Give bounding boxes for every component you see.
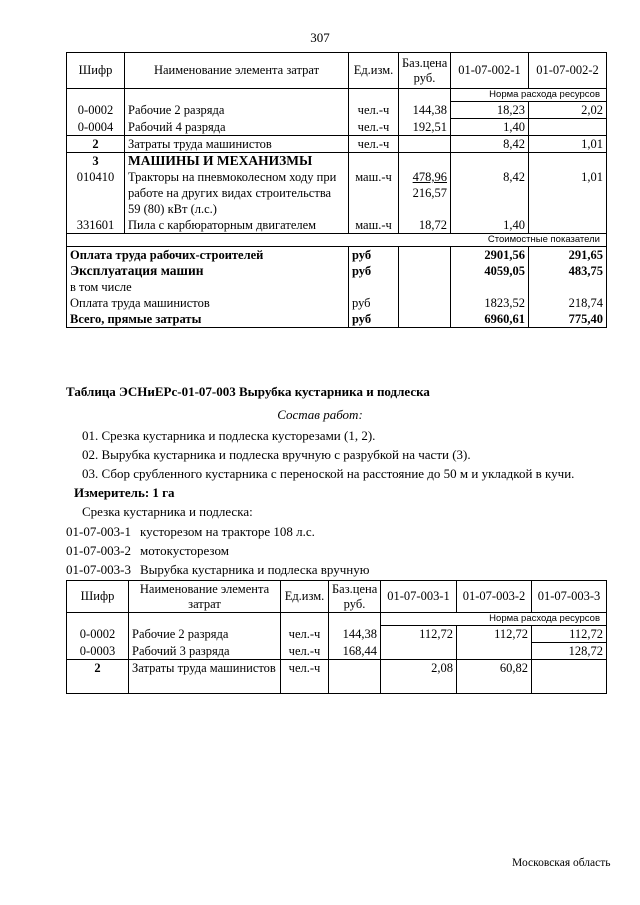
section-title: Таблица ЭСНиЕРс-01-07-003 Вырубка кустарника и подлеска [66,384,430,399]
page-number: 307 [310,30,330,45]
cost-row: Всего, прямые затраты руб 6960,61 775,40 [67,311,607,328]
cost-row: Эксплуатация машин руб 4059,05 483,75 [67,263,607,279]
table-row: 0-0004 Рабочий 4 разряда чел.-ч 192,51 1,40 [67,119,607,136]
item-text: мотокусторезом [140,543,229,558]
header-col1: 01-07-003-1 [381,581,457,613]
item-text: кусторезом на тракторе 108 л.с. [140,524,315,539]
header-name: Наименование элемента затрат [129,581,281,613]
header-unit: Ед.изм. [281,581,329,613]
header-unit: Ед.изм. [349,53,399,89]
table-row: 2 Затраты труда машинистов чел.-ч 8,42 1,01 [67,136,607,153]
work-item: 01. Срезка кустарника и подлеска кусторезами (1, 2). [82,428,376,443]
resource-table-2 [66,580,607,694]
work-item: 02. Вырубка кустарника и подлеска вручную с разрубкой на части (3). [82,447,471,462]
table-row: 2 Затраты труда машинистов чел.-ч 2,08 60,82 [67,660,607,694]
header-price: Баз.цена руб. [399,53,451,89]
table-row: 0-0003 Рабочий 3 разряда чел.-ч 168,44 128,72 [67,643,607,660]
item-code: 01-07-003-1 [66,524,131,539]
measure-label: Измеритель: 1 га [74,485,175,500]
item-code: 01-07-003-3 [66,562,131,577]
cost-label: Стоимостные показатели [67,234,607,247]
table-row: 010410 Тракторы на пневмоколесном ходу при работе на других видах строительства 59 (80) кВт (л.с.) маш.-ч 478,96 216,57 8,42 1,01 [67,169,607,217]
norm-label: Норма расхода ресурсов [381,613,607,626]
cost-row: в том числе [67,279,607,295]
item-code: 01-07-003-2 [66,543,131,558]
header-price: Баз.цена руб. [329,581,381,613]
norm-label: Норма расхода ресурсов [451,89,607,102]
cost-row: Оплата труда машинистов руб 1823,52 218,74 [67,295,607,311]
header-col3: 01-07-003-3 [532,581,607,613]
header-code: Шифр [67,53,125,89]
header-name: Наименование элемента затрат [125,53,349,89]
measure-sub: Срезка кустарника и подлеска: [82,504,253,519]
table-row: 3 МАШИНЫ И МЕХАНИЗМЫ [67,153,607,170]
work-item: 03. Сбор срубленного кустарника с переноской на расстояние до 50 м и укладкой в кучи. [82,466,575,481]
header-code: Шифр [67,581,129,613]
header-col2: 01-07-002-2 [529,53,607,89]
table-row: 0-0002 Рабочие 2 разряда чел.-ч 144,38 112,72 112,72 112,72 [67,626,607,643]
footer-region: Московская область [512,857,611,869]
header-col2: 01-07-003-2 [457,581,532,613]
cost-row: Оплата труда рабочих-строителей руб 2901,56 291,65 [67,247,607,264]
table-row: 331601 Пила с карбюраторным двигателем маш.-ч 18,72 1,40 [67,217,607,234]
table-row: 0-0002 Рабочие 2 разряда чел.-ч 144,38 18,23 2,02 [67,102,607,119]
section-subtitle: Состав работ: [277,407,363,422]
resource-table-1 [66,52,607,328]
header-col1: 01-07-002-1 [451,53,529,89]
item-text: Вырубка кустарника и подлеска вручную [140,562,370,577]
